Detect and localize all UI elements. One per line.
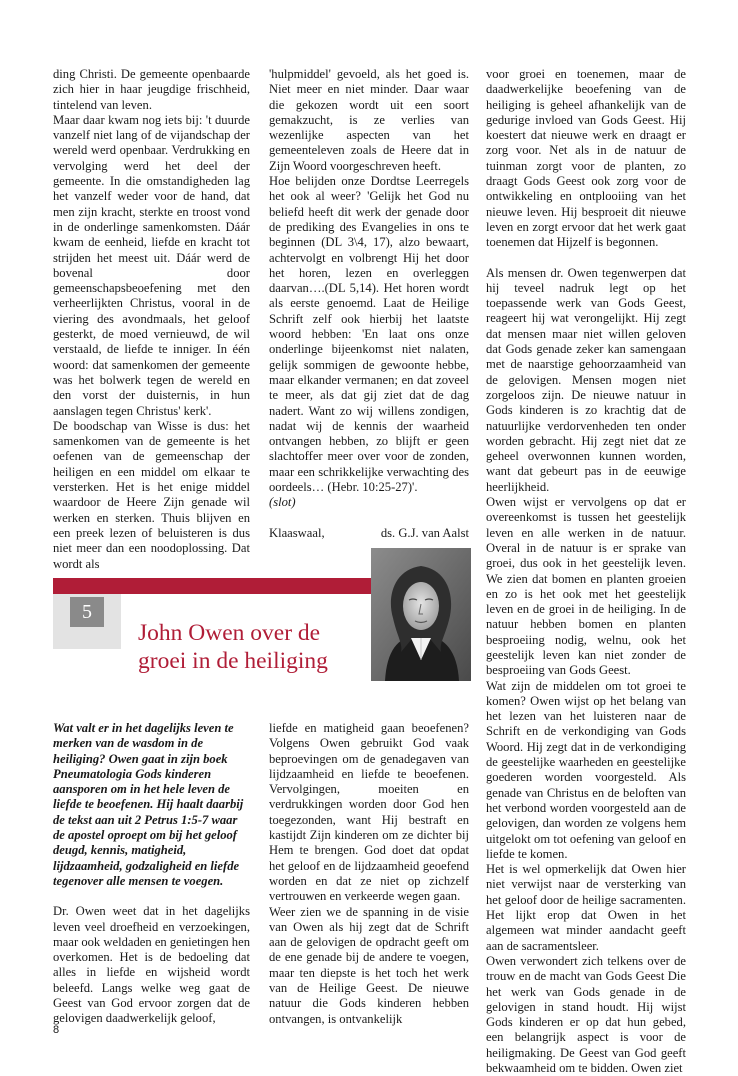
page-number: 8 [53,1024,60,1036]
paragraph: Owen verwondert zich telkens over de trouw en de macht van Gods Geest Die het werk van Gods genade in de gelovigen in stand houdt. Hij wijst Gods kinderen er op dat hun gebed, een belangrijk aspect is voor de heiligmaking. De Geest van God geeft bekwaamheid om te bidden. Owen ziet [486,953,686,1075]
article-intro: Wat valt er in het dagelijks leven te merken van de wasdom in de heiliging? Owen gaat in zijn boek Pneumatologia Gods kinderen aansporen om in het hele leven de liefde te beoefenen. Hij haalt daarbij de tekst aan uit 2 Petrus 1:5-7 waar de apostel oproept om bij het geloof deugd, kennis, matigheid, lijdzaamheid, godzaligheid en liefde tegenover alle mensen te voegen. [53,721,244,888]
signature-author: ds. G.J. van Aalst [380,525,469,540]
column-3-text [486,67,686,1076]
paragraph: 'hulpmiddel' gevoeld, als het goed is. Niet meer en niet minder. Daar waar die gekozen wordt uit een soort gemakzucht, is ze verlies van wezenlijke aspecten van het gemeenteleven zoals de Heere dat in Zijn Woord voorgeschreven heeft. [269,67,469,173]
article-column-1 [53,721,250,1027]
john-owen-portrait [371,548,471,681]
article-number: 5 [70,597,104,627]
paragraph: ding Christi. De gemeente openbaarde zich hier in haar jeugdige frischheid, tintelend van leven. [53,67,250,112]
paragraph: De boodschap van Wisse is dus: het samenkomen van de gemeente is het oefenen van de gemeenschap der heiligen en een middel om elkaar te versterken. Het is het enige middel waardoor de Heere Zijn genade wil werken en sterken. Thuis blijven en een preek lezen of beluisteren is dus niet meer dan een noodoplossing. Dat wordt als [53,418,250,571]
signature-line [269,526,469,541]
paragraph: Owen wijst er vervolgens op dat er overeenkomst is tussen het geestelijk leven en alle werken in de natuur. Overal in de natuur is er sprake van groei, dus ook in het geestelijk leven. We zien dat bomen en planten groeien en zo is het ook met het geestelijk leven en de groei in de heiliging. In de natuur hebben bomen en planten besproeiing nodig, welnu, ook het geestelijk leven kan niet zonder de besproeiing van Gods Geest. [486,495,686,678]
paragraph: Het is wel opmerkelijk dat Owen hier niet verwijst naar de versterking van het geloof door de heilige sacramenten. Het lijkt erop dat Owen in het algemeen wat minder aandacht geeft aan de sacramentsleer. [486,862,686,953]
paragraph: Hoe belijden onze Dordtse Leerregels het ook al weer? 'Gelijk het God nu beliefd heeft dit werk der genade door de prediking des Evangelies in ons te beginnen (DL 3\4, 17), alzo bewaart, achtervolgt en volbrengt Hij het door het horen, lezen en overleggen daarvan….(DL 5,14). Het horen wordt als eerste genoemd. Laat de Heilige Schrift zelf ook hierbij het laatste woord hebben: 'En laat ons onze onderlinge bijeenkomst niet nalaten, gelijk sommigen de gewoonte hebbe, maar elkander vermanen; en dat zoveel te meer, als dat gij ziet dat de dag nadert. Want zo wij willens zondigen, nadat wij de kennis der waarheid ontvangen hebben, zo blijft er geen slachtoffer meer over voor de zonden, maar een schrikkelijke verwachting des oordeels… (Hebr. 10:25-27)'. [269,174,469,495]
article-column-2 [269,721,469,1027]
article-title: John Owen over de groei in de heiliging [138,620,328,674]
paragraph: Dr. Owen weet dat in het dagelijks leven veel droefheid en verzoekingen, maar ook weldaden en genietingen hen overkomen. Het is de bedoeling dat alles in liefde en wijsheid wordt beleefd. Langs welke weg gaat de Geest van God ervoor zorgen dat de gelovigen daadwerkelijk geloof, [53,904,250,1026]
column-1-continued-text [53,67,250,572]
paragraph: Wat zijn de middelen om tot groei te komen? Owen wijst op het belang van het lezen van het luisteren naar de Schrift en de verkondiging van Gods Woord. Hij zegt dat in de verkondiging de geestelijke waarheden en geestelijke goederen worden voorgesteld. Als genade van Christus en de beloften van het verbond worden voorgesteld aan de gelovigen, dan worden ze volgens hem uitgelokt om tot oefening van geloof en liefde te komen. [486,678,686,861]
paragraph: Als mensen dr. Owen tegenwerpen dat hij teveel nadruk legt op het toepassende werk van Gods Geest, reageert hij wat verongelijkt. Hij zegt dat mensen maar niet willen geloven dat Gods genade zeker kan samengaan met de naarstige gehoorzaamheid van de gelovigen. Mensen mogen niet zorgeloos zijn. De nieuwe natuur in Gods kinderen is zo krachtig dat de natuurlijke verdorvenheden ten onder worden gebracht. Hij zegt niet dat ze geheel overwonnen kunnen worden, want dat gebeurt pas in de eeuwige heerlijkheid. [486,265,686,494]
column-2-continued-text [269,67,469,541]
slot-note: (slot) [269,495,296,510]
paragraph: Weer zien we de spanning in de visie van Owen als hij zegt dat de Schrift aan de gelovigen de opdracht geeft om de ene genade bij de andere te voegen, maar ten diepste is het toch het werk van de Heilige Geest. De nieuwe natuur die Gods kinderen hebben ontvangen, is ontvankelijk [269,904,469,1026]
paragraph: liefde en matigheid gaan beoefenen? Volgens Owen gebruikt God vaak beproevingen om de genadegaven van lijdzaamheid en liefde te beoefenen. Vervolgingen, moeiten en verdrukkingen worden door God hen toegezonden, want Hij bestraft en kastijdt Zijn kinderen om ze dichter bij Hem te brengen. God doet dat opdat het geloof en de lijdzaamheid geoefend worden en dat ze niet op zichzelf vertrouwen en verkeerde wegen gaan. [269,721,469,904]
portrait-engraving [371,548,471,681]
signature-place: Klaaswaal, [269,525,325,540]
paragraph: Maar daar kwam nog iets bij: 't duurde vanzelf niet lang of de vijandschap der wereld werd openbaar. Verdrukking en vervolging werd het deel der gemeente. In die omstandigheden lag het vanzelf weder voor de hand, dat men zijn kracht, sterkte en troost vond in de onderlinge samenkomsten. Dáár kwam de eenheid, liefde en kracht tot strijden het meest uit. Dáár werd de bovenal door gemeenschapsbeoefening met den verheerlijkten Christus, vooral in de viering des avondmaals, het geloof gesterkt, de moed vernieuwd, de wil verstaald, de liefde te inniger. In één woord: dat samenkomen der gemeente was het bolwerk tegen de wereld en den vorst der duisternis, in hun aanslagen tegen Christus' kerk'. [53,112,250,418]
paragraph: voor groei en toenemen, maar de daadwerkelijke beoefening van de heiliging is geheel afhankelijk van de gedurige invloed van Gods Geest. Hij koestert dat nieuwe werk en draagt er zorg voor. Net als in de natuur de tuinman zorgt voor de planten, zo draagt Gods Geest ook zorg voor de ontwikkeling en ontplooiing van het nieuwe leven. Hij besproeit dit nieuwe leven en zorgt ervoor dat het werk gaat toenemen dat Hijzelf is begonnen. [486,67,686,250]
